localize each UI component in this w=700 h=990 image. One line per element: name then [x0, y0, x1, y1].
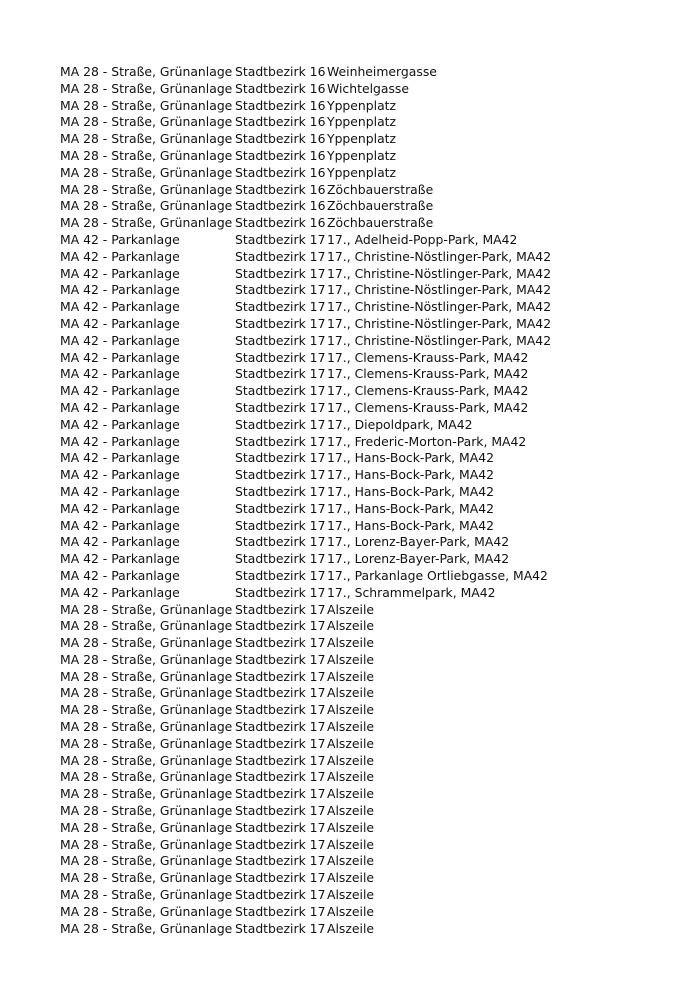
district-cell: Stadtbezirk 17: [235, 467, 326, 483]
location-cell: 17., Christine-Nöstlinger-Park, MA42: [327, 299, 552, 315]
district-cell: Stadtbezirk 16: [235, 64, 326, 79]
table-row: [60, 887, 551, 904]
department-cell: MA 42 - Parkanlage: [60, 584, 180, 600]
department-cell: MA 28 - Straße, Grünanlage: [60, 618, 233, 634]
department-cell: MA 42 - Parkanlage: [60, 315, 180, 331]
district-cell: Stadtbezirk 17: [235, 735, 326, 751]
table-row: [60, 215, 551, 232]
location-cell: 17., Hans-Bock-Park, MA42: [327, 450, 494, 466]
department-cell: MA 28 - Straße, Grünanlage: [60, 786, 233, 802]
district-cell: Stadtbezirk 17: [235, 315, 326, 331]
district-cell: Stadtbezirk 17: [235, 567, 326, 583]
table-row: [60, 81, 551, 98]
location-cell: 17., Christine-Nöstlinger-Park, MA42: [327, 248, 552, 264]
department-cell: MA 28 - Straße, Grünanlage: [60, 164, 233, 180]
department-cell: MA 28 - Straße, Grünanlage: [60, 702, 233, 718]
table-row: [60, 333, 551, 350]
location-cell: Alszeile: [327, 752, 375, 768]
table-row: [60, 853, 551, 870]
location-cell: Alszeile: [327, 685, 375, 701]
district-cell: Stadtbezirk 17: [235, 248, 326, 264]
location-cell: 17., Adelheid-Popp-Park, MA42: [327, 231, 518, 247]
district-cell: Stadtbezirk 17: [235, 618, 326, 634]
location-cell: Alszeile: [327, 819, 375, 835]
district-cell: Stadtbezirk 17: [235, 853, 326, 869]
location-cell: Alszeile: [327, 920, 375, 936]
table-row: [60, 198, 551, 215]
department-cell: MA 42 - Parkanlage: [60, 467, 180, 483]
district-cell: Stadtbezirk 17: [235, 332, 326, 348]
department-cell: MA 42 - Parkanlage: [60, 383, 180, 399]
department-cell: MA 42 - Parkanlage: [60, 551, 180, 567]
table-row: [60, 837, 551, 854]
table-row: [60, 803, 551, 820]
department-cell: MA 42 - Parkanlage: [60, 231, 180, 247]
location-cell: Alszeile: [327, 903, 375, 919]
district-cell: Stadtbezirk 17: [235, 551, 326, 567]
district-cell: Stadtbezirk 17: [235, 920, 326, 936]
department-cell: MA 42 - Parkanlage: [60, 265, 180, 281]
location-cell: Alszeile: [327, 601, 375, 617]
table-row: [60, 618, 551, 635]
department-cell: MA 28 - Straße, Grünanlage: [60, 769, 233, 785]
department-cell: MA 28 - Straße, Grünanlage: [60, 870, 233, 886]
location-cell: Alszeile: [327, 635, 375, 651]
department-cell: MA 28 - Straße, Grünanlage: [60, 97, 233, 113]
table-row: [60, 736, 551, 753]
location-cell: 17., Hans-Bock-Park, MA42: [327, 467, 494, 483]
location-cell: Weinheimergasse: [327, 64, 437, 79]
table-row: [60, 501, 551, 518]
location-cell: Alszeile: [327, 870, 375, 886]
table-body: [60, 64, 551, 937]
district-cell: Stadtbezirk 17: [235, 635, 326, 651]
table-row: [60, 669, 551, 686]
table-row: [60, 568, 551, 585]
department-cell: MA 42 - Parkanlage: [60, 500, 180, 516]
table-row: [60, 585, 551, 602]
location-cell: Alszeile: [327, 853, 375, 869]
district-cell: Stadtbezirk 17: [235, 803, 326, 819]
department-cell: MA 28 - Straße, Grünanlage: [60, 601, 233, 617]
district-cell: Stadtbezirk 17: [235, 668, 326, 684]
district-cell: Stadtbezirk 17: [235, 416, 326, 432]
table-row: [60, 131, 551, 148]
district-cell: Stadtbezirk 16: [235, 164, 326, 180]
table-row: [60, 350, 551, 367]
table-row: [60, 434, 551, 451]
district-cell: Stadtbezirk 17: [235, 534, 326, 550]
location-cell: 17., Hans-Bock-Park, MA42: [327, 500, 494, 516]
table-row: [60, 98, 551, 115]
location-cell: Alszeile: [327, 786, 375, 802]
location-cell: 17., Christine-Nöstlinger-Park, MA42: [327, 265, 552, 281]
location-cell: Alszeile: [327, 702, 375, 718]
location-cell: Yppenplatz: [327, 147, 397, 163]
location-cell: 17., Clemens-Krauss-Park, MA42: [327, 366, 529, 382]
department-cell: MA 42 - Parkanlage: [60, 483, 180, 499]
district-cell: Stadtbezirk 17: [235, 769, 326, 785]
district-cell: Stadtbezirk 17: [235, 819, 326, 835]
table-row: [60, 518, 551, 535]
table-row: [60, 417, 551, 434]
department-cell: MA 42 - Parkanlage: [60, 299, 180, 315]
district-cell: Stadtbezirk 17: [235, 702, 326, 718]
location-cell: Wichtelgasse: [327, 80, 410, 96]
district-cell: Stadtbezirk 17: [235, 903, 326, 919]
district-cell: Stadtbezirk 17: [235, 752, 326, 768]
table-row: [60, 400, 551, 417]
department-cell: MA 28 - Straße, Grünanlage: [60, 803, 233, 819]
table-row: [60, 366, 551, 383]
department-cell: MA 28 - Straße, Grünanlage: [60, 215, 233, 231]
department-cell: MA 28 - Straße, Grünanlage: [60, 651, 233, 667]
location-cell: Alszeile: [327, 719, 375, 735]
department-cell: MA 28 - Straße, Grünanlage: [60, 819, 233, 835]
district-cell: Stadtbezirk 16: [235, 97, 326, 113]
district-cell: Stadtbezirk 17: [235, 584, 326, 600]
table-row: [60, 282, 551, 299]
table-row: [60, 484, 551, 501]
department-cell: MA 42 - Parkanlage: [60, 399, 180, 415]
department-cell: MA 42 - Parkanlage: [60, 282, 180, 298]
district-cell: Stadtbezirk 17: [235, 651, 326, 667]
location-cell: Alszeile: [327, 735, 375, 751]
district-cell: Stadtbezirk 17: [235, 265, 326, 281]
location-cell: 17., Clemens-Krauss-Park, MA42: [327, 349, 529, 365]
department-cell: MA 28 - Straße, Grünanlage: [60, 181, 233, 197]
district-cell: Stadtbezirk 17: [235, 282, 326, 298]
district-cell: Stadtbezirk 17: [235, 517, 326, 533]
table-row: [60, 702, 551, 719]
location-cell: 17., Clemens-Krauss-Park, MA42: [327, 399, 529, 415]
location-cell: Alszeile: [327, 651, 375, 667]
department-cell: MA 28 - Straße, Grünanlage: [60, 64, 233, 79]
location-cell: 17., Hans-Bock-Park, MA42: [327, 517, 494, 533]
location-cell: Zöchbauerstraße: [327, 181, 434, 197]
table-row: [60, 249, 551, 266]
table-row: [60, 165, 551, 182]
district-cell: Stadtbezirk 17: [235, 500, 326, 516]
table-row: [60, 551, 551, 568]
table-row: [60, 299, 551, 316]
table-row: [60, 602, 551, 619]
district-cell: Stadtbezirk 16: [235, 80, 326, 96]
district-cell: Stadtbezirk 17: [235, 231, 326, 247]
department-cell: MA 28 - Straße, Grünanlage: [60, 887, 233, 903]
location-cell: Alszeile: [327, 668, 375, 684]
location-cell: 17., Christine-Nöstlinger-Park, MA42: [327, 315, 552, 331]
table-row: [60, 685, 551, 702]
department-cell: MA 42 - Parkanlage: [60, 517, 180, 533]
table-row: [60, 148, 551, 165]
table-row: [60, 753, 551, 770]
table-row: [60, 652, 551, 669]
district-cell: Stadtbezirk 17: [235, 887, 326, 903]
table-row: [60, 769, 551, 786]
location-cell: 17., Christine-Nöstlinger-Park, MA42: [327, 332, 552, 348]
department-cell: MA 28 - Straße, Grünanlage: [60, 131, 233, 147]
table-row: [60, 114, 551, 131]
department-cell: MA 28 - Straße, Grünanlage: [60, 80, 233, 96]
department-cell: MA 28 - Straße, Grünanlage: [60, 685, 233, 701]
district-cell: Stadtbezirk 17: [235, 719, 326, 735]
department-cell: MA 42 - Parkanlage: [60, 534, 180, 550]
department-cell: MA 28 - Straße, Grünanlage: [60, 853, 233, 869]
table-row: [60, 820, 551, 837]
table-row: [60, 232, 551, 249]
location-cell: Alszeile: [327, 836, 375, 852]
department-cell: MA 28 - Straße, Grünanlage: [60, 198, 233, 214]
table-row: [60, 921, 551, 938]
table-row: [60, 719, 551, 736]
district-cell: Stadtbezirk 17: [235, 349, 326, 365]
district-cell: Stadtbezirk 17: [235, 399, 326, 415]
department-cell: MA 28 - Straße, Grünanlage: [60, 836, 233, 852]
location-cell: Alszeile: [327, 803, 375, 819]
department-cell: MA 42 - Parkanlage: [60, 416, 180, 432]
district-cell: Stadtbezirk 16: [235, 147, 326, 163]
location-cell: Yppenplatz: [327, 114, 397, 130]
district-cell: Stadtbezirk 17: [235, 383, 326, 399]
location-cell: Yppenplatz: [327, 164, 397, 180]
location-cell: 17., Christine-Nöstlinger-Park, MA42: [327, 282, 552, 298]
location-cell: Yppenplatz: [327, 131, 397, 147]
table-row: [60, 870, 551, 887]
location-cell: 17., Hans-Bock-Park, MA42: [327, 483, 494, 499]
department-cell: MA 42 - Parkanlage: [60, 332, 180, 348]
district-cell: Stadtbezirk 16: [235, 198, 326, 214]
district-cell: Stadtbezirk 17: [235, 870, 326, 886]
table-row: [60, 64, 551, 81]
department-cell: MA 42 - Parkanlage: [60, 433, 180, 449]
district-cell: Stadtbezirk 16: [235, 181, 326, 197]
district-cell: Stadtbezirk 17: [235, 299, 326, 315]
district-cell: Stadtbezirk 16: [235, 114, 326, 130]
location-table: [60, 64, 551, 937]
table-row: [60, 266, 551, 283]
table-row: [60, 316, 551, 333]
location-cell: 17., Schrammelpark, MA42: [327, 584, 496, 600]
district-cell: Stadtbezirk 16: [235, 131, 326, 147]
department-cell: MA 28 - Straße, Grünanlage: [60, 920, 233, 936]
location-cell: 17., Lorenz-Bayer-Park, MA42: [327, 551, 510, 567]
department-cell: MA 28 - Straße, Grünanlage: [60, 635, 233, 651]
department-cell: MA 42 - Parkanlage: [60, 366, 180, 382]
district-cell: Stadtbezirk 17: [235, 685, 326, 701]
location-cell: 17., Frederic-Morton-Park, MA42: [327, 433, 527, 449]
department-cell: MA 28 - Straße, Grünanlage: [60, 114, 233, 130]
location-cell: Alszeile: [327, 887, 375, 903]
district-cell: Stadtbezirk 16: [235, 215, 326, 231]
district-cell: Stadtbezirk 17: [235, 601, 326, 617]
district-cell: Stadtbezirk 17: [235, 433, 326, 449]
department-cell: MA 42 - Parkanlage: [60, 248, 180, 264]
table-row: [60, 450, 551, 467]
department-cell: MA 42 - Parkanlage: [60, 349, 180, 365]
location-cell: Zöchbauerstraße: [327, 198, 434, 214]
district-cell: Stadtbezirk 17: [235, 836, 326, 852]
department-cell: MA 42 - Parkanlage: [60, 567, 180, 583]
department-cell: MA 28 - Straße, Grünanlage: [60, 735, 233, 751]
table-row: [60, 534, 551, 551]
department-cell: MA 28 - Straße, Grünanlage: [60, 147, 233, 163]
department-cell: MA 42 - Parkanlage: [60, 450, 180, 466]
table-row: [60, 182, 551, 199]
table-row: [60, 904, 551, 921]
location-cell: Alszeile: [327, 769, 375, 785]
location-cell: Alszeile: [327, 618, 375, 634]
department-cell: MA 28 - Straße, Grünanlage: [60, 752, 233, 768]
department-cell: MA 28 - Straße, Grünanlage: [60, 668, 233, 684]
table-row: [60, 786, 551, 803]
district-cell: Stadtbezirk 17: [235, 483, 326, 499]
location-cell: 17., Diepoldpark, MA42: [327, 416, 473, 432]
location-cell: 17., Parkanlage Ortliebgasse, MA42: [327, 567, 548, 583]
department-cell: MA 28 - Straße, Grünanlage: [60, 719, 233, 735]
table-row: [60, 635, 551, 652]
location-cell: 17., Clemens-Krauss-Park, MA42: [327, 383, 529, 399]
location-cell: Yppenplatz: [327, 97, 397, 113]
district-cell: Stadtbezirk 17: [235, 786, 326, 802]
location-cell: Zöchbauerstraße: [327, 215, 434, 231]
district-cell: Stadtbezirk 17: [235, 450, 326, 466]
district-cell: Stadtbezirk 17: [235, 366, 326, 382]
table-row: [60, 467, 551, 484]
department-cell: MA 28 - Straße, Grünanlage: [60, 903, 233, 919]
location-cell: 17., Lorenz-Bayer-Park, MA42: [327, 534, 510, 550]
table-row: [60, 383, 551, 400]
